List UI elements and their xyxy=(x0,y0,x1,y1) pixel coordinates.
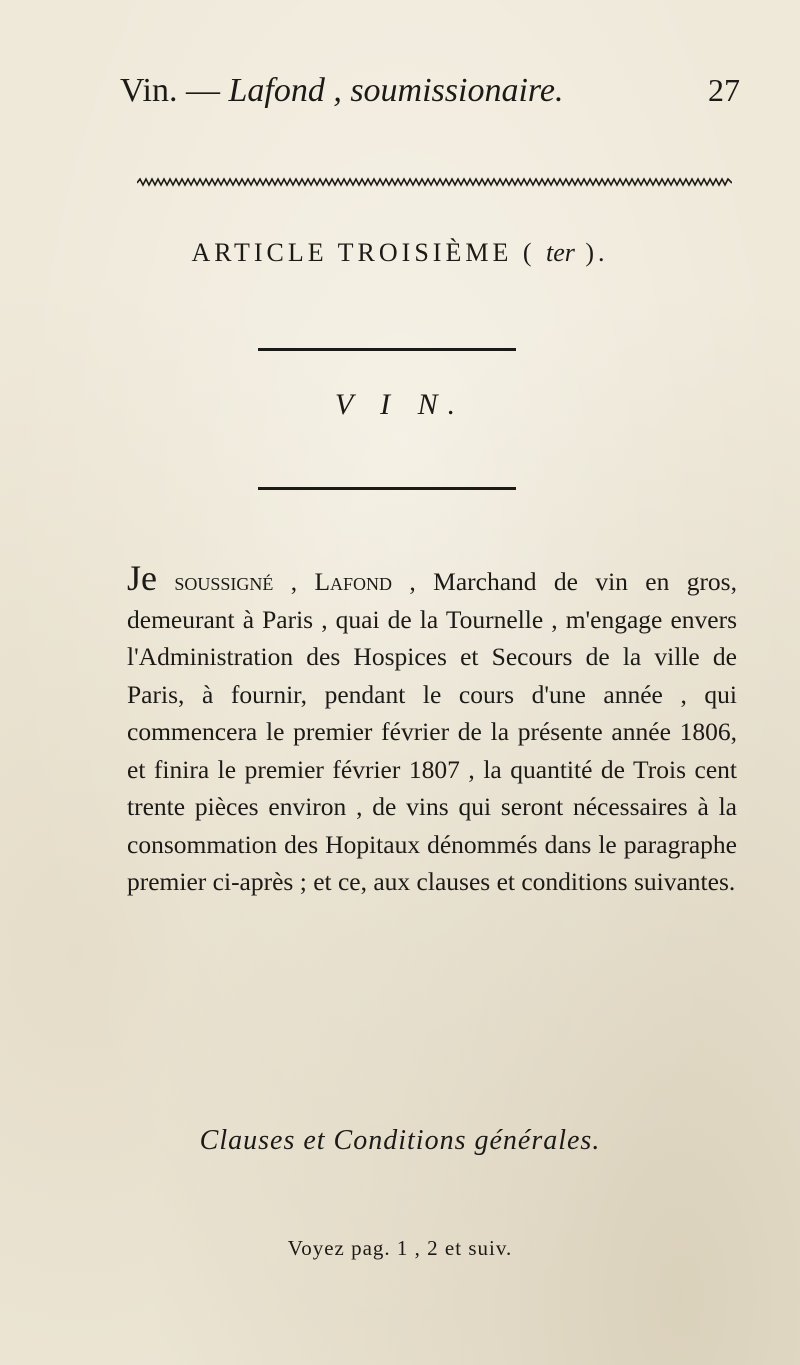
footnote: Voyez pag. 1 , 2 et suiv. xyxy=(287,1236,513,1260)
page-number: 27 xyxy=(708,72,740,108)
running-head xyxy=(120,72,740,122)
running-title-start: Vin. — xyxy=(120,72,229,109)
section-title: V I N. xyxy=(334,388,466,421)
running-title-name: Lafond , soumissionaire. xyxy=(228,72,564,109)
horizontal-rule-bottom xyxy=(258,487,516,490)
article-title-close: ). xyxy=(585,238,609,267)
smallcaps-text: soussigné , Lafond xyxy=(157,567,393,596)
paragraph-text: , Marchand de vin en gros, demeurant à Paris , quai de la Tournelle , m'engage envers l'Administration des Hospices et Secours de la ville de Paris, à fournir, pendant le cours d'une année , qui commencera le premier février de la présente année 1806, et finira le premier février 1807 , la quantité de Trois cent trente pièces environ , de vins qui seront nécessaires à la consommation des Hopitaux dénommés dans le paragraphe premier ci-après ; et ce, aux clauses et conditions suivantes. xyxy=(127,567,737,896)
clauses-heading: Clauses et Conditions générales. xyxy=(199,1125,601,1156)
drop-word: Je xyxy=(127,558,157,598)
body-paragraph xyxy=(127,560,737,901)
running-title xyxy=(120,72,563,110)
article-title-ter: ter xyxy=(546,238,575,267)
ornamental-rule xyxy=(137,177,732,187)
horizontal-rule-top xyxy=(258,348,516,351)
article-title-main: ARTICLE TROISIÈME ( xyxy=(191,238,536,267)
article-title xyxy=(0,238,800,268)
